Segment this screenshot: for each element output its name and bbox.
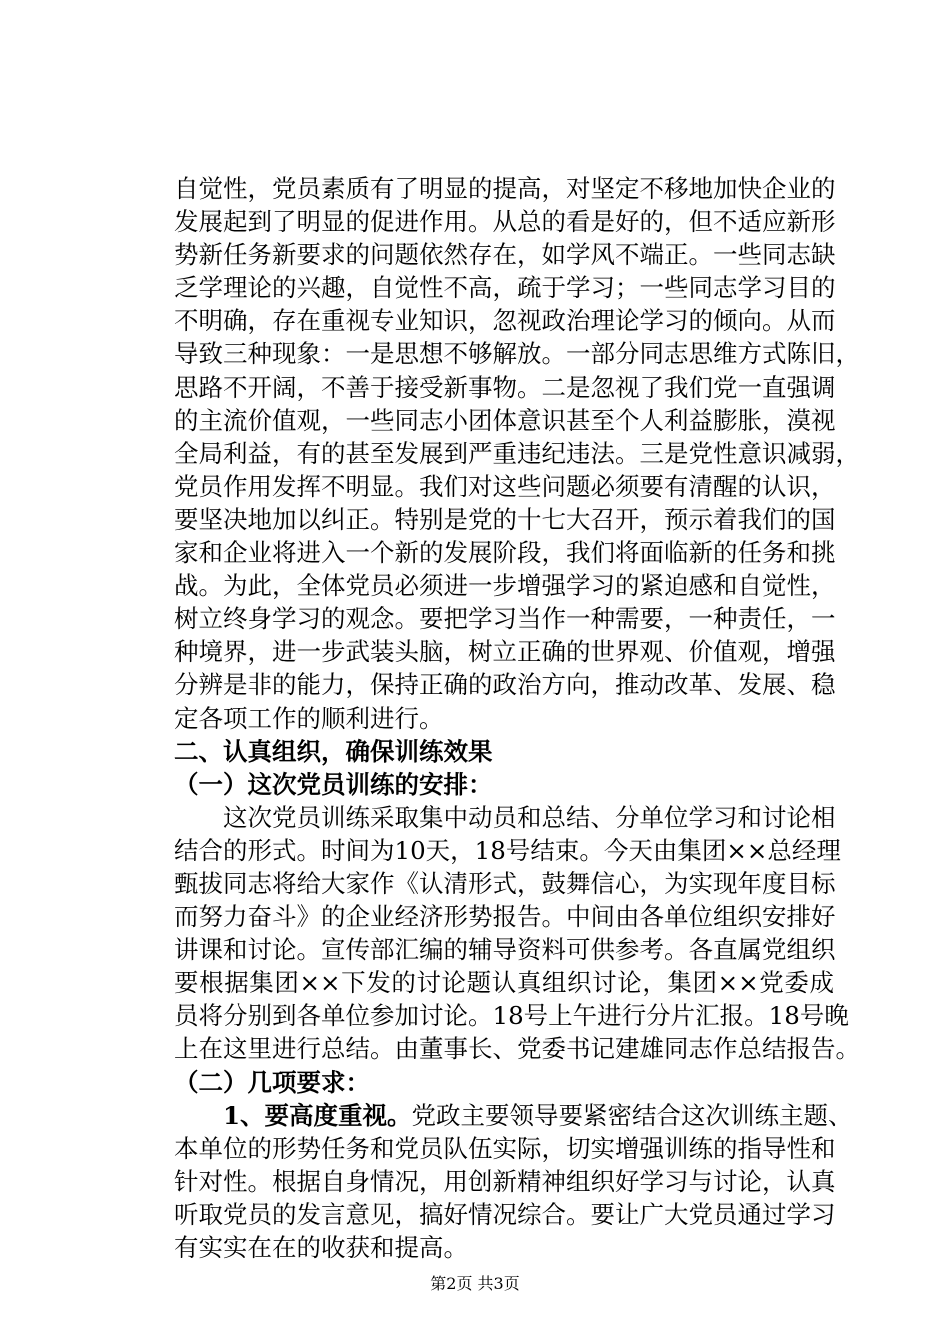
text-line: 思路不开阔，不善于接受新事物。二是忽视了我们党一直强调 xyxy=(174,372,836,402)
text-line: 家和企业将进入一个新的发展阶段，我们将面临新的任务和挑 xyxy=(174,538,836,568)
text-line: 乏学理论的兴趣，自觉性不高，疏于学习；一些同志学习目的 xyxy=(174,273,836,303)
text-line: 自觉性，党员素质有了明显的提高，对坚定不移地加快企业的 xyxy=(174,174,836,203)
text-line: 的主流价值观，一些同志小团体意识甚至个人利益膨胀，漠视 xyxy=(174,405,836,435)
text-line: 发展起到了明显的促进作用。从总的看是好的，但不适应新形 xyxy=(174,207,836,237)
text-line: 党员作用发挥不明显。我们对这些问题必须要有清醒的认识， xyxy=(174,471,836,501)
text-line: 听取党员的发言意见，搞好情况综合。要让广大党员通过学习 xyxy=(174,1199,836,1229)
text-line: 结合的形式。时间为10天，18号结束。今天由集团××总经理 xyxy=(174,835,841,865)
document-body xyxy=(174,172,860,1264)
text-line: 有实实在在的收获和提高。 xyxy=(174,1233,468,1262)
text-line: 本单位的形势任务和党员队伍实际，切实增强训练的指导性和 xyxy=(174,1133,836,1163)
requirement-text: 党政主要领导要紧密结合这次训练主题、 xyxy=(411,1100,853,1130)
text-line: 讲课和讨论。宣传部汇编的辅导资料可供参考。各直属党组织 xyxy=(174,935,836,965)
text-line: 要根据集团××下发的讨论题认真组织讨论，集团××党委成 xyxy=(174,968,834,998)
text-line: 要坚决地加以纠正。特别是党的十七大召开，预示着我们的国 xyxy=(174,504,836,534)
text-line: 战。为此，全体党员必须进一步增强学习的紧迫感和自觉性， xyxy=(174,571,836,601)
text-line: 导致三种现象：一是思想不够解放。一部分同志思维方式陈旧， xyxy=(174,339,860,369)
paragraph-2 xyxy=(174,801,860,1066)
subsection-heading-requirements: （二）几项要求： xyxy=(174,1067,370,1097)
text-line: 上在这里进行总结。由董事长、党委书记建雄同志作总结报告。 xyxy=(174,1034,860,1064)
requirement-lead: 1、要高度重视。 xyxy=(223,1100,412,1130)
paragraph-3 xyxy=(174,1099,853,1264)
page-number-footer: 第2页 共3页 xyxy=(430,1274,520,1293)
text-line: 这次党员训练采取集中动员和总结、分单位学习和讨论相 xyxy=(223,802,836,832)
text-line xyxy=(174,1099,853,1132)
text-line: 分辨是非的能力，保持正确的政治方向，推动改革、发展、稳 xyxy=(174,670,836,700)
paragraph-1 xyxy=(174,172,860,735)
text-line: 势新任务新要求的问题依然存在，如学风不端正。一些同志缺 xyxy=(174,240,836,270)
section-heading: 二、认真组织，确保训练效果 xyxy=(174,736,493,766)
text-line: 种境界，进一步武装头脑，树立正确的世界观、价值观，增强 xyxy=(174,637,836,667)
text-line: 树立终身学习的观念。要把学习当作一种需要，一种责任，一 xyxy=(174,604,836,634)
text-line: 甄拔同志将给大家作《认清形式，鼓舞信心，为实现年度目标 xyxy=(174,868,836,898)
subsection-heading-arrangement: （一）这次党员训练的安排： xyxy=(174,769,493,799)
text-line: 定各项工作的顺利进行。 xyxy=(174,703,444,733)
text-line: 不明确，存在重视专业知识，忽视政治理论学习的倾向。从而 xyxy=(174,306,836,336)
text-line: 员将分别到各单位参加讨论。18号上午进行分片汇报。18号晚 xyxy=(174,1001,849,1031)
text-line: 全局利益，有的甚至发展到严重违纪违法。三是党性意识减弱， xyxy=(174,438,860,468)
text-line: 而努力奋斗》的企业经济形势报告。中间由各单位组织安排好 xyxy=(174,902,836,932)
text-line: 针对性。根据自身情况，用创新精神组织好学习与讨论，认真 xyxy=(174,1166,836,1196)
